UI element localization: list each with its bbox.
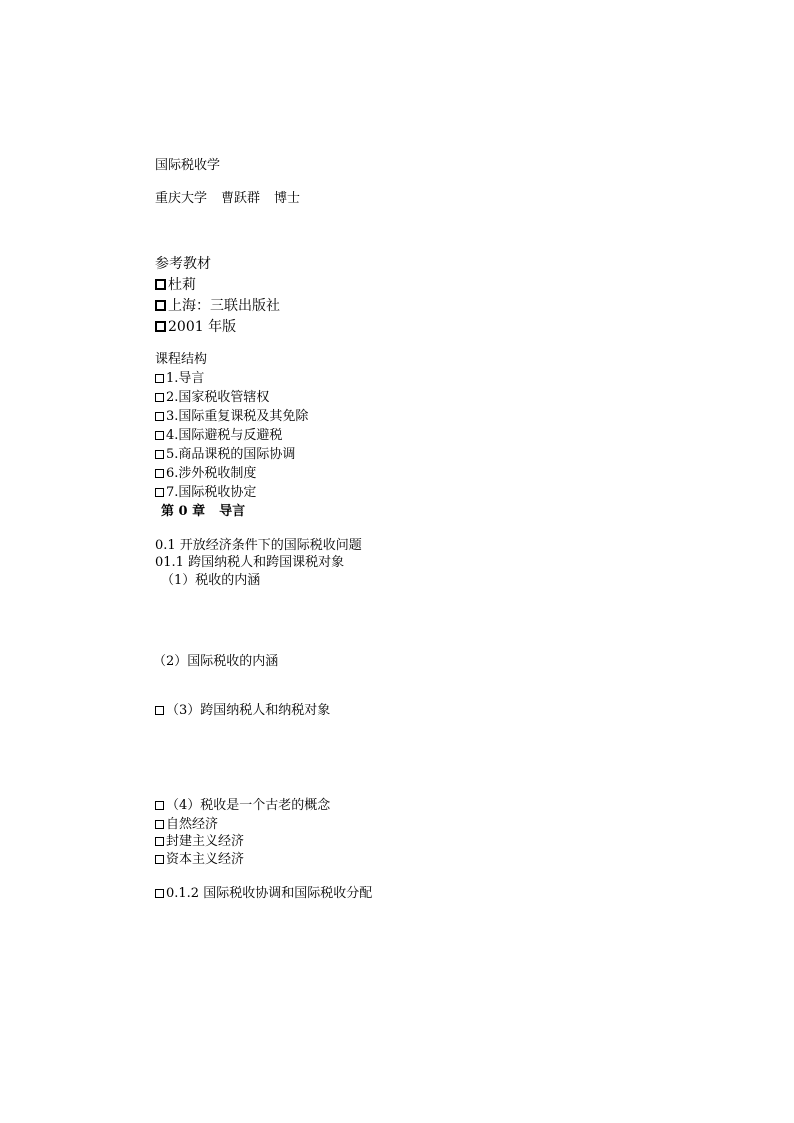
checkbox-icon (155, 300, 166, 311)
subsection-heading: 01.1 跨国纳税人和跨国课税对象 (155, 555, 345, 570)
subsection-item: （2）国际税收的内涵 (153, 654, 279, 669)
chapter-heading (161, 504, 245, 520)
subsection-item: （4）税收是一个古老的概念 (155, 798, 330, 814)
course-item: 7.国际税收协定 (155, 485, 256, 501)
course-item: 4.国际避税与反避税 (155, 428, 282, 444)
checkbox-icon (155, 279, 166, 290)
chapter-number: 第 0 章 (161, 504, 206, 519)
course-item: 3.国际重复课税及其免除 (155, 409, 308, 425)
checkbox-icon (155, 820, 164, 829)
course-item: 1.导言 (155, 371, 204, 387)
checkbox-icon (155, 706, 164, 715)
author-degree: 博士 (274, 191, 301, 206)
checkbox-icon (155, 469, 164, 478)
economy-item: 封建主义经济 (155, 834, 244, 850)
reference-item: 杜莉 (155, 276, 196, 294)
checkbox-icon (155, 889, 164, 898)
author-university: 重庆大学 (155, 191, 208, 206)
course-item: 6.涉外税收制度 (155, 466, 256, 482)
course-item: 2.国家税收管辖权 (155, 390, 269, 406)
economy-item: 资本主义经济 (155, 852, 244, 868)
reference-item: 2001 年版 (155, 318, 236, 336)
author-name: 曹跃群 (221, 191, 261, 206)
checkbox-icon (155, 412, 164, 421)
course-item: 5.商品课税的国际协调 (155, 447, 295, 463)
checkbox-icon (155, 837, 164, 846)
economy-item: 自然经济 (155, 817, 218, 833)
checkbox-icon (155, 393, 164, 402)
author-line (155, 191, 300, 207)
reference-item: 上海：三联出版社 (155, 297, 280, 315)
checkbox-icon (155, 374, 164, 383)
course-structure-heading: 课程结构 (155, 352, 208, 367)
section-heading: 0.1 开放经济条件下的国际税收问题 (155, 538, 362, 553)
checkbox-icon (155, 801, 164, 810)
subsection-item: 0.1.2 国际税收协调和国际税收分配 (155, 886, 372, 902)
checkbox-icon (155, 321, 166, 332)
subsection-item: （1）税收的内涵 (161, 573, 261, 588)
chapter-title: 导言 (219, 504, 246, 519)
document-title: 国际税收学 (155, 158, 221, 173)
checkbox-icon (155, 488, 164, 497)
subsection-item: （3）跨国纳税人和纳税对象 (155, 703, 330, 719)
references-heading: 参考教材 (155, 256, 211, 272)
checkbox-icon (155, 855, 164, 864)
checkbox-icon (155, 431, 164, 440)
checkbox-icon (155, 450, 164, 459)
